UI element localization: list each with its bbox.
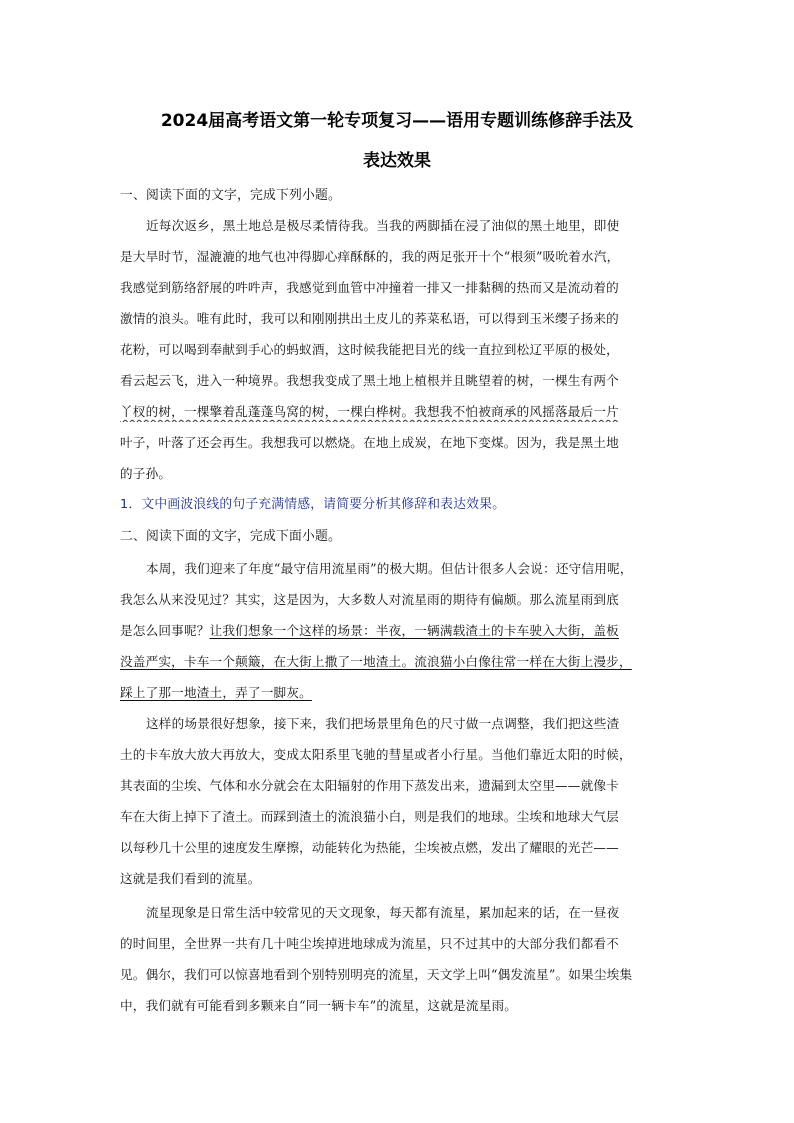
section-2-line: 中，我们就有可能看到多颗来自“同一辆卡车”的流星，这就是流星雨。: [120, 998, 518, 1013]
document-title-line-2: 表达效果: [363, 151, 431, 171]
underlined-sentence: 没盖严实，卡车一个颠簸，在大街上撒了一地渣土。流浪猫小白像往常一样在大街上漫步，: [120, 654, 632, 669]
section-2-line-underlined: [120, 652, 680, 672]
question-1: 1．文中画波浪线的句子充满情感，请简要分析其修辞和表达效果。: [120, 497, 506, 512]
section-1-line: 叶子，叶落了还会再生。我想我可以燃烧。在地上成炭，在地下变煤。因为，我是黑土地: [120, 435, 619, 450]
underlined-sentence: 让我们想象一个这样的场景：半夜，一辆满载渣土的卡车驶入大街，盖板: [209, 623, 619, 638]
section-2-line: 这样的场景很好想象，接下来，我们把场景里角色的尺寸做一点调整，我们把这些渣: [146, 716, 620, 731]
section-2-line-underlined: [120, 683, 680, 703]
section-2-heading: 二、阅读下面的文字，完成下面小题。: [120, 529, 341, 544]
section-2-line: 本周，我们迎来了年度“最守信用流星雨”的极大期。但估计很多人会说：还守信用呢，: [146, 561, 633, 576]
section-2-line: 见。偶尔，我们可以惊喜地看到个别特别明亮的流星，天文学上叫“偶发流星”。如果尘埃集: [120, 967, 633, 982]
section-1-line: 我感觉到筋络舒展的吽吽声，我感觉到血管中冲撞着一排又一排黏稠的热而又是流动着的: [120, 280, 619, 295]
section-2-line: 车在大街上掉下了渣土。而踩到渣土的流浪猫小白，则是我们的地球。尘埃和地球大气层: [120, 809, 619, 824]
section-1-line: 近每次返乡，黑土地总是极尽柔情待我。当我的两脚插在浸了油似的黑土地里，即使: [146, 218, 620, 233]
section-2-line: 我怎么从来没见过？其实，这是因为，大多数人对流星雨的期待有偏颇。那么流星雨到底: [120, 592, 619, 607]
document-title-line-1: 2024届高考语文第一轮专项复习——语用专题训练修辞手法及: [160, 111, 634, 131]
section-2-line: 以每秒几十公里的速度发生摩擦，动能转化为热能，尘埃被点燃，发出了耀眼的光芒——: [120, 840, 619, 855]
section-2-line-mixed: [120, 621, 680, 641]
section-2-line: 其表面的尘埃、气体和水分就会在太阳辐射的作用下蒸发出来，遗漏到太空里——就像卡: [120, 778, 619, 793]
section-1-line: 的子孙。: [120, 466, 172, 481]
section-2-text: 是怎么回事呢？: [120, 623, 210, 638]
section-1-line-wavy-start: 看云起云飞，进入一种境界。我想我变成了黑土地上植根并且眺望着的树，一棵生有两个: [120, 373, 619, 388]
section-1-line: 激情的浪头。唯有此时，我可以和刚刚拱出土皮儿的荞菜私语，可以得到玉米缨子扬来的: [120, 311, 619, 326]
section-2-line: 流星现象是日常生活中较常见的天文现象，每天都有流星，累加起来的话，在一昼夜: [146, 905, 620, 920]
section-1-line-wavy: [120, 402, 680, 422]
section-1-heading: 一、阅读下面的文字，完成下列小题。: [120, 188, 341, 203]
underlined-sentence: 踩上了那一地渣土，弄了一脚灰。: [120, 685, 312, 700]
section-1-line: 花粉，可以喝到奉献到手心的蚂蚁酒，这时候我能把目光的线一直拉到松辽平原的极处，: [120, 342, 619, 357]
wavy-underlined-sentence: 丫杈的树，一棵擎着乱蓬蓬鸟窝的树，一棵白桦树。我想我不怕被商承的风摇落最后一片: [120, 404, 619, 419]
section-2-line: 这就是我们看到的流星。: [120, 871, 261, 886]
section-2-line: 土的卡车放大放大再放大，变成太阳系里飞驰的彗星或者小行星。当他们靠近太阳的时候，: [120, 747, 632, 762]
section-2-line: 的时间里，全世界一共有几十吨尘埃掉进地球成为流星，只不过其中的大部分我们都看不: [120, 936, 619, 951]
section-1-line: 是大旱时节，湿漉漉的地气也冲得脚心痒酥酥的，我的两足张开十个“根须”吸吮着水汽，: [120, 249, 620, 264]
